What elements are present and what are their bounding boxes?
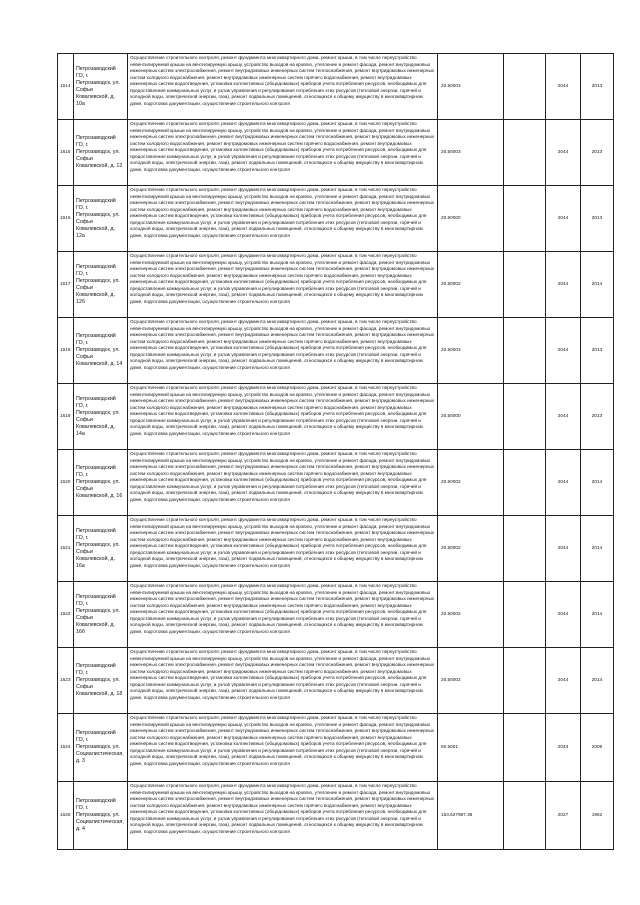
address-cell: Петрозаводский ГО, г. Петрозаводск, ул. Софьи Ковалевской, д. 14 [74,318,128,384]
empty-cell [504,516,546,582]
works-description-cell: Осуществление строительного контроля, ремонт фундамента многоквартирного дома, ремонт крыши, в том числе переустройство невентилируемой крыши на вентилируемую крышу, устройство выходов на кровлю, утепление и ремонт фасада, ремонт внутридомовых инженерных систем электроснабжения, ремонт внутридомовых инженерных систем теплоснабжения, ремонт внутридомовых инженерных систем холодного водоснабжения, ремонт внутридомовых инженерных систем горячего водоснабжения, ремонт внутридомовых инженерных систем водоотведения, установка коллективных (общедомовых) приборов учета потребления ресурсов, необходимых для предоставления коммунальных услуг, и узлов управления и регулирования потребления этих ресурсов (тепловой энергии, горячей и холодной воды, электрической энергии, газа), ремонт подвальных помещений, относящихся к общему имуществу в многоквартирном доме, подготовка документации, осуществление строительного контроля [128,318,438,384]
works-table [57,53,614,850]
empty-cell [504,120,546,186]
row-number-cell: 1625 [58,782,74,850]
last-repair-year-cell: 2014 [581,252,614,318]
cost-cell: 20.50002 [438,450,504,516]
empty-cell [504,318,546,384]
table-row [58,648,614,714]
table-row [58,582,614,648]
row-number-cell: 1614 [58,54,74,120]
works-description-cell: Осуществление строительного контроля, ремонт фундамента многоквартирного дома, ремонт крыши, в том числе переустройство невентилируемой крыши на вентилируемую крышу, устройство выходов на кровлю, утепление и ремонт фасада, ремонт внутридомовых инженерных систем электроснабжения, ремонт внутридомовых инженерных систем теплоснабжения, ремонт внутридомовых инженерных систем холодного водоснабжения, ремонт внутридомовых инженерных систем горячего водоснабжения, ремонт внутридомовых инженерных систем водоотведения, установка коллективных (общедомовых) приборов учета потребления ресурсов, необходимых для предоставления коммунальных услуг, и узлов управления и регулирования потребления этих ресурсов (тепловой энергии, горячей и холодной воды, электрической энергии, газа), ремонт подвальных помещений, относящихся к общему имуществу в многоквартирном доме, подготовка документации, осуществление строительного контроля [128,582,438,648]
last-repair-year-cell: 2013 [581,54,614,120]
row-number-cell: 1616 [58,186,74,252]
row-number-cell: 1621 [58,516,74,582]
table-row [58,714,614,782]
table-row [58,516,614,582]
address-cell: Петрозаводский ГО, г. Петрозаводск, ул. Софьи Ковалевской, д. 16б [74,582,128,648]
empty-cell [504,648,546,714]
cost-cell: 20.50003 [438,120,504,186]
row-number-cell: 1622 [58,582,74,648]
works-description-cell: Осуществление строительного контроля, ремонт фундамента многоквартирного дома, ремонт крыши, в том числе переустройство невентилируемой крыши на вентилируемую крышу, устройство выходов на кровлю, утепление и ремонт фасада, ремонт внутридомовых инженерных систем электроснабжения, ремонт внутридомовых инженерных систем теплоснабжения, ремонт внутридомовых инженерных систем холодного водоснабжения, ремонт внутридомовых инженерных систем горячего водоснабжения, ремонт внутридомовых инженерных систем водоотведения, установка коллективных (общедомовых) приборов учета потребления ресурсов, необходимых для предоставления коммунальных услуг, и узлов управления и регулирования потребления этих ресурсов (тепловой энергии, горячей и холодной воды, электрической энергии, газа), ремонт подвальных помещений, относящихся к общему имуществу в многоквартирном доме, подготовка документации, осуществление строительного контроля [128,186,438,252]
table-row [58,186,614,252]
empty-cell [504,582,546,648]
row-number-cell: 1624 [58,714,74,782]
cost-cell: 20.50003 [438,54,504,120]
table-body [58,54,614,850]
row-number-cell: 1617 [58,252,74,318]
works-description-cell: Осуществление строительного контроля, ремонт фундамента многоквартирного дома, ремонт крыши, в том числе переустройство невентилируемой крыши на вентилируемую крышу, устройство выходов на кровлю, утепление и ремонт фасада, ремонт внутридомовых инженерных систем электроснабжения, ремонт внутридомовых инженерных систем теплоснабжения, ремонт внутридомовых инженерных систем холодного водоснабжения, ремонт внутридомовых инженерных систем горячего водоснабжения, ремонт внутридомовых инженерных систем водоотведения, установка коллективных (общедомовых) приборов учета потребления ресурсов, необходимых для предоставления коммунальных услуг, и узлов управления и регулирования потребления этих ресурсов (тепловой энергии, горячей и холодной воды, электрической энергии, газа), ремонт подвальных помещений, относящихся к общему имуществу в многоквартирном доме, подготовка документации, осуществление строительного контроля [128,516,438,582]
empty-cell [504,450,546,516]
address-cell: Петрозаводский ГО, г. Петрозаводск, ул. Социалистическая, д. 3 [74,714,128,782]
cost-cell: 20.50000 [438,186,504,252]
works-description-cell: Осуществление строительного контроля, ремонт фундамента многоквартирного дома, ремонт крыши, в том числе переустройство невентилируемой крыши на вентилируемую крышу, устройство выходов на кровлю, утепление и ремонт фасада, ремонт внутридомовых инженерных систем электроснабжения, ремонт внутридомовых инженерных систем теплоснабжения, ремонт внутридомовых инженерных систем холодного водоснабжения, ремонт внутридомовых инженерных систем горячего водоснабжения, ремонт внутридомовых инженерных систем водоотведения, установка коллективных (общедомовых) приборов учета потребления ресурсов, необходимых для предоставления коммунальных услуг, и узлов управления и регулирования потребления этих ресурсов (тепловой энергии, горячей и холодной воды, электрической энергии, газа), ремонт подвальных помещений, относящихся к общему имуществу в многоквартирном доме, подготовка документации, осуществление строительного контроля [128,384,438,450]
planned-year-cell: 2044 [546,120,581,186]
address-cell: Петрозаводский ГО, г. Петрозаводск, ул. Софьи Ковалевской, д. 16 [74,450,128,516]
row-number-cell: 1618 [58,318,74,384]
empty-cell [504,384,546,450]
row-number-cell: 1620 [58,450,74,516]
address-cell: Петрозаводский ГО, г. Петрозаводск, ул. Софьи Ковалевской, д. 18 [74,648,128,714]
cost-cell: 20.50002 [438,648,504,714]
last-repair-year-cell: 2014 [581,648,614,714]
works-description-cell: Осуществление строительного контроля, ремонт фундамента многоквартирного дома, ремонт крыши, в том числе переустройство невентилируемой крыши на вентилируемую крышу, устройство выходов на кровлю, утепление и ремонт фасада, ремонт внутридомовых инженерных систем электроснабжения, ремонт внутридомовых инженерных систем теплоснабжения, ремонт внутридомовых инженерных систем холодного водоснабжения, ремонт внутридомовых инженерных систем горячего водоснабжения, ремонт внутридомовых инженерных систем водоотведения, установка коллективных (общедомовых) приборов учета потребления ресурсов, необходимых для предоставления коммунальных услуг, и узлов управления и регулирования потребления этих ресурсов (тепловой энергии, горячей и холодной воды, электрической энергии, газа), ремонт подвальных помещений, относящихся к общему имуществу в многоквартирном доме, подготовка документации, осуществление строительного контроля [128,120,438,186]
address-cell: Петрозаводский ГО, г. Петрозаводск, ул. Софьи Ковалевской, д. 12 [74,120,128,186]
address-cell: Петрозаводский ГО, г. Петрозаводск, ул. Софьи Ковалевской, д. 10а [74,54,128,120]
works-description-cell: Осуществление строительного контроля, ремонт фундамента многоквартирного дома, ремонт крыши, в том числе переустройство невентилируемой крыши на вентилируемую крышу, устройство выходов на кровлю, утепление и ремонт фасада, ремонт внутридомовых инженерных систем электроснабжения, ремонт внутридомовых инженерных систем теплоснабжения, ремонт внутридомовых инженерных систем холодного водоснабжения, ремонт внутридомовых инженерных систем горячего водоснабжения, ремонт внутридомовых инженерных систем водоотведения, установка коллективных (общедомовых) приборов учета потребления ресурсов, необходимых для предоставления коммунальных услуг, и узлов управления и регулирования потребления этих ресурсов (тепловой энергии, горячей и холодной воды, электрической энергии, газа), ремонт подвальных помещений, относящихся к общему имуществу в многоквартирном доме, подготовка документации, осуществление строительного контроля [128,54,438,120]
table-row [58,120,614,186]
last-repair-year-cell: 2014 [581,450,614,516]
planned-year-cell: 2027 [546,782,581,850]
works-description-cell: Осуществление строительного контроля, ремонт фундамента многоквартирного дома, ремонт крыши, в том числе переустройство невентилируемой крыши на вентилируемую крышу, устройство выходов на кровлю, утепление и ремонт фасада, ремонт внутридомовых инженерных систем электроснабжения, ремонт внутридомовых инженерных систем теплоснабжения, ремонт внутридомовых инженерных систем холодного водоснабжения, ремонт внутридомовых инженерных систем горячего водоснабжения, ремонт внутридомовых инженерных систем водоотведения, установка коллективных (общедомовых) приборов учета потребления ресурсов, необходимых для предоставления коммунальных услуг, и узлов управления и регулирования потребления этих ресурсов (тепловой энергии, горячей и холодной воды, электрической энергии, газа), ремонт подвальных помещений, относящихся к общему имуществу в многоквартирном доме, подготовка документации, осуществление строительного контроля [128,648,438,714]
cost-cell: 20.50002 [438,582,504,648]
last-repair-year-cell: 2013 [581,384,614,450]
planned-year-cell: 2043 [546,714,581,782]
empty-cell [504,54,546,120]
empty-cell [504,782,546,850]
row-number-cell: 1623 [58,648,74,714]
planned-year-cell: 2044 [546,252,581,318]
last-repair-year-cell: 2014 [581,582,614,648]
last-repair-year-cell: 2014 [581,516,614,582]
address-cell: Петрозаводский ГО, г. Петрозаводск, ул. Софьи Ковалевской, д. 12б [74,252,128,318]
works-description-cell: Осуществление строительного контроля, ремонт фундамента многоквартирного дома, ремонт крыши, в том числе переустройство невентилируемой крыши на вентилируемую крышу, устройство выходов на кровлю, утепление и ремонт фасада, ремонт внутридомовых инженерных систем электроснабжения, ремонт внутридомовых инженерных систем теплоснабжения, ремонт внутридомовых инженерных систем холодного водоснабжения, ремонт внутридомовых инженерных систем горячего водоснабжения, ремонт внутридомовых инженерных систем водоотведения, установка коллективных (общедомовых) приборов учета потребления ресурсов, необходимых для предоставления коммунальных услуг, и узлов управления и регулирования потребления этих ресурсов (тепловой энергии, горячей и холодной воды, электрической энергии, газа), ремонт подвальных помещений, относящихся к общему имуществу в многоквартирном доме, подготовка документации, осуществление строительного контроля [128,714,438,782]
planned-year-cell: 2044 [546,516,581,582]
table-row [58,54,614,120]
address-cell: Петрозаводский ГО, г. Петрозаводск, ул. Софьи Ковалевской, д. 16а [74,516,128,582]
works-description-cell: Осуществление строительного контроля, ремонт фундамента многоквартирного дома, ремонт крыши, в том числе переустройство невентилируемой крыши на вентилируемую крышу, устройство выходов на кровлю, утепление и ремонт фасада, ремонт внутридомовых инженерных систем электроснабжения, ремонт внутридомовых инженерных систем теплоснабжения, ремонт внутридомовых инженерных систем холодного водоснабжения, ремонт внутридомовых инженерных систем горячего водоснабжения, ремонт внутридомовых инженерных систем водоотведения, установка коллективных (общедомовых) приборов учета потребления ресурсов, необходимых для предоставления коммунальных услуг, и узлов управления и регулирования потребления этих ресурсов (тепловой энергии, горячей и холодной воды, электрической энергии, газа), ремонт подвальных помещений, относящихся к общему имуществу в многоквартирном доме, подготовка документации, осуществление строительного контроля [128,252,438,318]
planned-year-cell: 2044 [546,318,581,384]
last-repair-year-cell: 2006 [581,714,614,782]
table-row [58,384,614,450]
table-row [58,318,614,384]
cost-cell: 20.50002 [438,252,504,318]
row-number-cell: 1619 [58,384,74,450]
address-cell: Петрозаводский ГО, г. Петрозаводск, ул. Софьи Ковалевской, д. 14а [74,384,128,450]
cost-cell: 20.50000 [438,384,504,450]
address-cell: Петрозаводский ГО, г. Петрозаводск, ул. Социалистическая, д. 4 [74,782,128,850]
row-number-cell: 1615 [58,120,74,186]
last-repair-year-cell: 2013 [581,186,614,252]
planned-year-cell: 2044 [546,582,581,648]
planned-year-cell: 2044 [546,54,581,120]
table-row [58,782,614,850]
cost-cell: 20.50003 [438,318,504,384]
empty-cell [504,186,546,252]
planned-year-cell: 2044 [546,450,581,516]
last-repair-year-cell: 2013 [581,318,614,384]
table-row [58,450,614,516]
table-row [58,252,614,318]
cost-cell: 20.50002 [438,516,504,582]
planned-year-cell: 2044 [546,186,581,252]
empty-cell [504,714,546,782]
address-cell: Петрозаводский ГО, г. Петрозаводск, ул. Софьи Ковалевской, д. 12а [74,186,128,252]
cost-cell: 50.5001 [438,714,504,782]
empty-cell [504,252,546,318]
works-description-cell: Осуществление строительного контроля, ремонт фундамента многоквартирного дома, ремонт крыши, в том числе переустройство невентилируемой крыши на вентилируемую крышу, устройство выходов на кровлю, утепление и ремонт фасада, ремонт внутридомовых инженерных систем электроснабжения, ремонт внутридомовых инженерных систем теплоснабжения, ремонт внутридомовых инженерных систем холодного водоснабжения, ремонт внутридомовых инженерных систем горячего водоснабжения, ремонт внутридомовых инженерных систем водоотведения, установка коллективных (общедомовых) приборов учета потребления ресурсов, необходимых для предоставления коммунальных услуг, и узлов управления и регулирования потребления этих ресурсов (тепловой энергии, горячей и холодной воды, электрической энергии, газа), ремонт подвальных помещений, относящихся к общему имуществу в многоквартирном доме, подготовка документации, осуществление строительного контроля [128,450,438,516]
last-repair-year-cell: 1962 [581,782,614,850]
planned-year-cell: 2044 [546,648,581,714]
last-repair-year-cell: 2013 [581,120,614,186]
planned-year-cell: 2044 [546,384,581,450]
cost-cell: 153.627987.38 [438,782,504,850]
works-description-cell: Осуществление строительного контроля, ремонт фундамента многоквартирного дома, ремонт крыши, в том числе переустройство невентилируемой крыши на вентилируемую крышу, устройство выходов на кровлю, утепление и ремонт фасада, ремонт внутридомовых инженерных систем электроснабжения, ремонт внутридомовых инженерных систем теплоснабжения, ремонт внутридомовых инженерных систем холодного водоснабжения, ремонт внутридомовых инженерных систем горячего водоснабжения, ремонт внутридомовых инженерных систем водоотведения, установка коллективных (общедомовых) приборов учета потребления ресурсов, необходимых для предоставления коммунальных услуг, и узлов управления и регулирования потребления этих ресурсов (тепловой энергии, горячей и холодной воды, электрической энергии, газа), ремонт подвальных помещений, относящихся к общему имуществу в многоквартирном доме, подготовка документации, осуществление строительного контроля [128,782,438,850]
